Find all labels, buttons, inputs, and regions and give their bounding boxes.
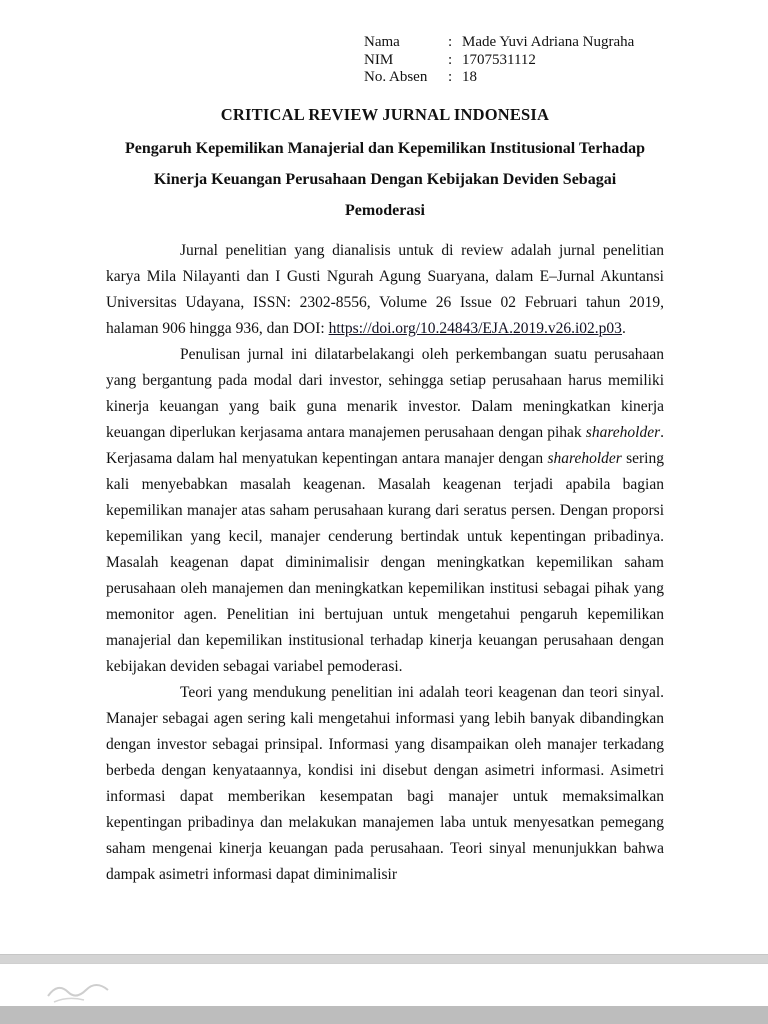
identity-value: Made Yuvi Adriana Nugraha [462, 34, 635, 50]
text-segment: . [621, 319, 626, 337]
italic-text: shareholder [547, 449, 622, 467]
text-segment: Penulisan jurnal ini dilatarbelakangi oleh perkembangan suatu perusahaan yang bergantung pada modal dari investor, sehingga setiap perusahaan harus memiliki kinerja keuangan yang baik guna menarik investor. Dalam meningkatkan kinerja keuangan diperlukan kerjasama antara manajemen perusahaan dengan pihak [106, 345, 664, 441]
italic-text: shareholder [585, 423, 661, 441]
scan-artifact [44, 966, 134, 1006]
identity-separator: : [448, 51, 453, 68]
identity-label: No. Absen [364, 69, 428, 85]
paragraph-background [106, 342, 664, 680]
identity-separator: : [448, 34, 453, 50]
document-body [106, 238, 664, 888]
subtitle-line: Kinerja Keuangan Perusahaan Dengan Kebijakan Deviden Sebagai [153, 170, 617, 188]
subtitle-line: Pemoderasi [345, 201, 425, 219]
paragraph-journal-info [106, 238, 664, 342]
doi-link[interactable]: https://doi.org/10.24843/EJA.2019.v26.i02.p03 [328, 319, 622, 337]
identity-block [364, 34, 664, 87]
identity-row-nama [364, 34, 664, 52]
identity-label: NIM [364, 51, 394, 68]
text-segment: . Kerjasama dalam hal menyatukan kepentingan antara manajer dengan [106, 423, 664, 467]
text-segment: Jurnal penelitian yang dianalisis untuk di review adalah jurnal penelitian karya Mila Nilayanti dan I Gusti Ngurah Agung Suaryana, dalam E–Jurnal Akuntansi Universitas Udayana, ISSN: 2302-8556, Volume 26 Issue 02 Februari tahun 2019, halaman 906 hingga 936, dan DOI: [106, 241, 664, 337]
identity-row-nim [364, 52, 664, 70]
identity-label: Nama [364, 34, 400, 50]
text-segment: sering kali menyebabkan masalah keagenan. Masalah keagenan terjadi apabila bagian kepemilikan manajer atas saham perusahaan kurang dari seratus persen. Dengan proporsi kepemilikan yang kecil, manajer cenderung bertindak untuk kepentingan pribadinya. Masalah keagenan dapat diminimalisir dengan meningkatkan kepemilikan saham perusahaan oleh manajemen dan meningkatkan kepemilikan institusi sebagai pihak yang memonitor agen. Penelitian ini bertujuan untuk mengetahui pengaruh kepemilikan manajerial dan kepemilikan institusional terhadap kinerja keuangan perusahaan dengan kebijakan deviden sebagai variabel pemoderasi. [106, 449, 664, 675]
identity-value: 18 [462, 69, 477, 85]
text-segment: Teori yang mendukung penelitian ini adalah teori keagenan dan teori sinyal. Manajer sebagai agen sering kali mengetahui informasi yang lebih banyak dibandingkan dengan investor sebagai prinsipal. Informasi yang disampaikan oleh manajer terkadang berbeda dengan kenyataannya, kondisi ini disebut dengan asimetri informasi. Asimetri informasi dapat memberikan kesempatan bagi manajer untuk memaksimalkan kepentingan pribadinya dan melakukan manajemen laba untuk menyesatkan pemegang saham mengenai kinerja keuangan pada perusahaan. Teori sinyal menunjukkan bahwa dampak asimetri informasi dapat diminimalisir [106, 683, 664, 883]
paragraph-theory [106, 680, 664, 888]
subtitle-line: Pengaruh Kepemilikan Manajerial dan Kepemilikan Institusional Terhadap [124, 139, 646, 157]
page-gap [0, 954, 768, 964]
document-subtitle [106, 133, 664, 226]
next-page-top [0, 964, 768, 1006]
viewer-bottom-bar [0, 1006, 768, 1024]
identity-row-absen [364, 69, 664, 87]
document-title: CRITICAL REVIEW JURNAL INDONESIA [220, 104, 550, 124]
identity-value: 1707531112 [462, 51, 536, 68]
identity-separator: : [448, 69, 453, 85]
